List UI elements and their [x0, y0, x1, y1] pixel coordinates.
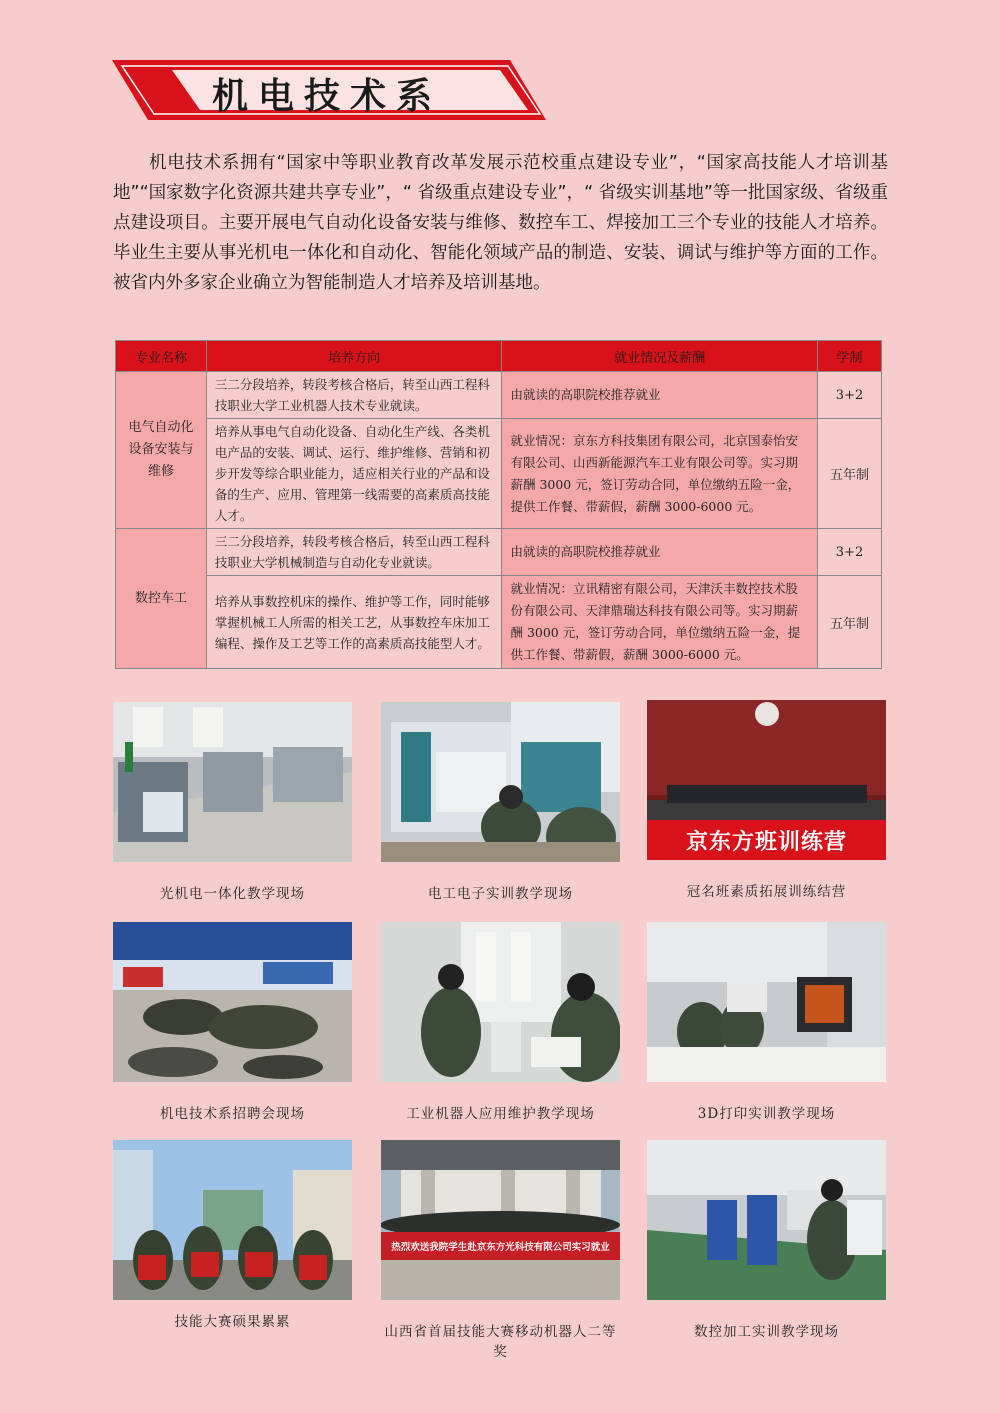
header-system: 学制: [818, 341, 882, 372]
job-cell: 由就读的高职院校推荐就业: [502, 372, 818, 419]
table-header-row: [116, 341, 882, 372]
system-cell: 五年制: [818, 576, 882, 669]
photo-caption: 冠名班素质拓展训练结营: [686, 884, 847, 900]
header-job: 就业情况及薪酬: [502, 341, 818, 372]
photo-job-fair: [113, 922, 352, 1082]
job-cell: 就业情况：京东方科技集团有限公司，北京国泰怡安有限公司、山西新能源汽车工业有限公司等。实习期薪酬 3000 元，签订劳动合同，单位缴纳五险一金，提供工作餐、带薪假，薪酬 3000-6000 元。: [502, 419, 818, 529]
photo-caption: 技能大赛硕果累累: [174, 1314, 291, 1330]
photo-caption: 工业机器人应用维护教学现场: [406, 1106, 595, 1122]
direction-cell: 培养从事电气自动化设备、自动化生产线、各类机电产品的安装、调试、运行、维护维修、营销和初步开发等综合职业能力，适应相关行业的产品和设备的生产、应用、管理第一线需要的高素质高技能人才。: [206, 419, 502, 529]
photo-electrical-lab: [381, 702, 620, 862]
photo-caption: 数控加工实训教学现场: [694, 1324, 839, 1340]
table-row: [116, 372, 882, 419]
direction-cell: 培养从事数控机床的操作、维护等工作，同时能够掌握机械工人所需的相关工艺，从事数控车床加工编程、操作及工艺等工作的高素质高技能型人才。: [206, 576, 502, 669]
direction-cell: 三二分段培养，转段考核合格后，转至山西工程科技职业大学工业机器人技术专业就读。: [206, 372, 502, 419]
job-cell: 就业情况：立讯精密有限公司，天津沃丰数控技术股份有限公司、天津鼎瑞达科技有限公司等。实习期薪酬 3000 元，签订劳动合同，单位缴纳五险一金，提供工作餐、带薪假，薪酬 3000-6000 元。: [502, 576, 818, 669]
major-table: [115, 340, 882, 669]
photo-caption: 机电技术系招聘会现场: [160, 1106, 305, 1122]
system-cell: 3+2: [818, 529, 882, 576]
major-name: 电气自动化设备安装与维修: [116, 372, 207, 529]
job-cell: 由就读的高职院校推荐就业: [502, 529, 818, 576]
table-row: [116, 419, 882, 529]
photo-competition-winners: [113, 1140, 352, 1300]
photo-cnc-lab: [647, 1140, 886, 1300]
major-name: 数控车工: [116, 529, 207, 669]
system-cell: 五年制: [818, 419, 882, 529]
photo-caption: 光机电一体化教学现场: [160, 886, 305, 902]
photo-training-camp: [647, 700, 886, 860]
photo-caption: 电工电子实训教学现场: [428, 886, 573, 902]
photo-banner-text: 热烈欢送我院学生赴京东方光科技有限公司实习就业: [391, 1242, 610, 1253]
direction-cell: 三二分段培养，转段考核合格后，转至山西工程科技职业大学机械制造与自动化专业就读。: [206, 529, 502, 576]
photo-mechatronics-lab: [113, 702, 352, 862]
photo-caption: 3D打印实训教学现场: [697, 1106, 836, 1122]
photo-3d-printing-lab: [647, 922, 886, 1082]
page-title: 机电技术系: [212, 75, 443, 117]
header-direction: 培养方向: [206, 341, 502, 372]
photo-caption: 山西省首届技能大赛移动机器人二等奖: [384, 1324, 617, 1360]
table-row: [116, 529, 882, 576]
title-banner: [112, 58, 552, 122]
photo-banner-text: 京东方班训练营: [685, 830, 847, 855]
photo-robot-lab: [381, 922, 620, 1082]
system-cell: 3+2: [818, 372, 882, 419]
header-major: 专业名称: [116, 341, 207, 372]
photo-send-off: [381, 1140, 620, 1300]
table-row: [116, 576, 882, 669]
intro-paragraph: 机电技术系拥有“国家中等职业教育改革发展示范校重点建设专业”，“国家高技能人才培训基地”“国家数字化资源共建共享专业”，“ 省级重点建设专业”，“ 省级实训基地”等一批国家级、省级重点建设项目。主要开展电气自动化设备安装与维修、数控车工、焊接加工三个专业的技能人才培养。毕业生主要从事光机电一体化和自动化、智能化领域产品的制造、安装、调试与维护等方面的工作。被省内外多家企业确立为智能制造人才培养及培训基地。: [113, 153, 888, 293]
